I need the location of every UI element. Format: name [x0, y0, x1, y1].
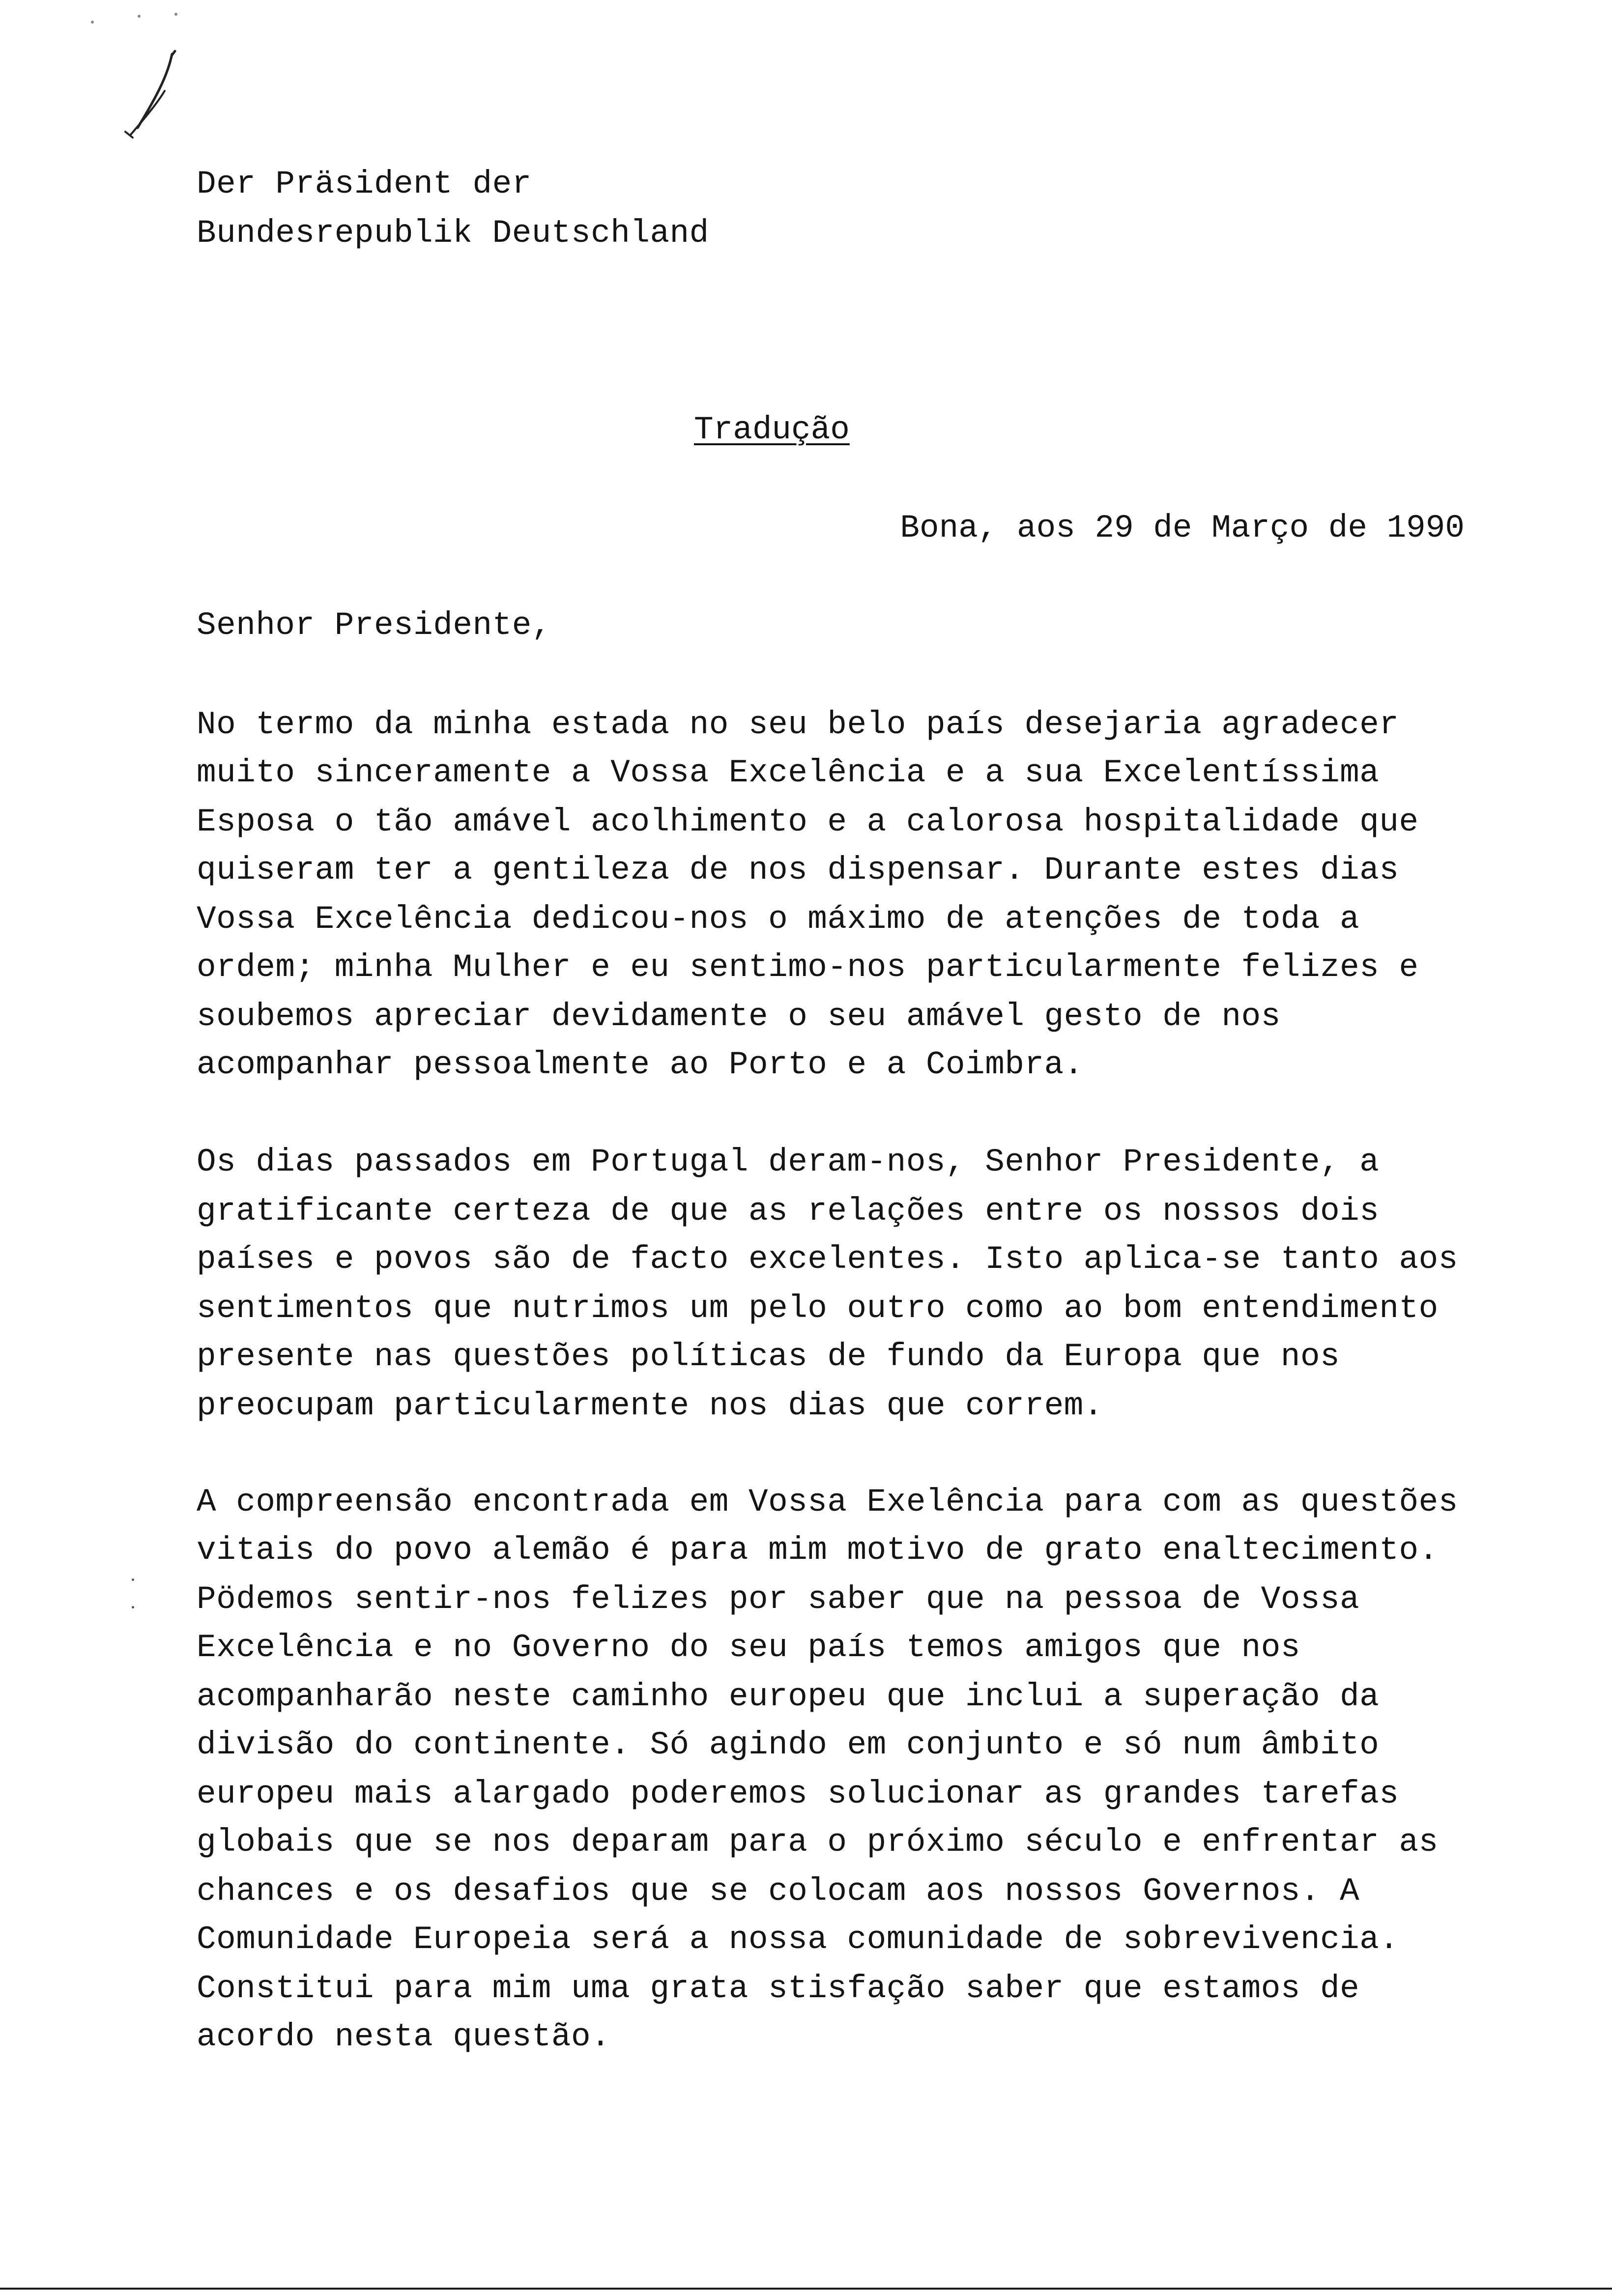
handwritten-mark	[98, 44, 211, 143]
paragraph-1-line: muito sinceramente a Vossa Excelência e a sua Excelentíssima	[197, 754, 1380, 791]
margin-speck	[91, 21, 94, 24]
paragraph-1-line: acompanhar pessoalmente ao Porto e a Coimbra.	[197, 1046, 1084, 1083]
paragraph-1-line: Vossa Excelência dedicou-nos o máximo de atenções de toda a	[197, 901, 1360, 938]
paragraph-3-line: europeu mais alargado poderemos solucionar as grandes tarefas	[197, 1776, 1399, 1812]
paragraph-1-line: Esposa o tão amável acolhimento e a calorosa hospitalidade que	[197, 804, 1419, 840]
paragraph-3-line: chances e os desafios que se colocam aos nossos Governos. A	[197, 1873, 1360, 1910]
paragraph-1-line: quiseram ter a gentileza de nos dispensar. Durante estes dias	[197, 852, 1399, 889]
paragraph-1-line: ordem; minha Mulher e eu sentimo-nos particularmente felizes e	[197, 949, 1419, 986]
paragraph-2-line: presente nas questões políticas de fundo da Europa que nos	[197, 1338, 1340, 1375]
letter-date: Bona, aos 29 de Março de 1990	[900, 510, 1465, 546]
sender-line-2: Bundesrepublik Deutschland	[197, 215, 709, 252]
paragraph-2-line: gratificante certeza de que as relações entre os nossos dois	[197, 1193, 1380, 1230]
margin-speck	[132, 1606, 134, 1608]
margin-speck	[138, 15, 141, 18]
paragraph-1-line: No termo da minha estada no seu belo país desejaria agradecer	[197, 706, 1399, 743]
paragraph-3-line: vitais do povo alemão é para mim motivo de grato enaltecimento.	[197, 1532, 1439, 1569]
paragraph-3-line: acompanharão neste caminho europeu que inclui a superação da	[197, 1678, 1380, 1715]
sender-line-1: Der Präsident der	[197, 166, 532, 202]
margin-speck	[174, 13, 177, 16]
salutation: Senhor Presidente,	[197, 607, 551, 644]
paragraph-2-line: sentimentos que nutrimos um pelo outro como ao bom entendimento	[197, 1290, 1439, 1327]
paragraph-3-line: Pödemos sentir-nos felizes por saber que na pessoa de Vossa	[197, 1581, 1360, 1618]
paragraph-3-line: Comunidade Europeia será a nossa comunidade de sobrevivencia.	[197, 1921, 1399, 1958]
paragraph-1-line: soubemos apreciar devidamente o seu amável gesto de nos	[197, 998, 1281, 1035]
scan-edge-line	[0, 2288, 1612, 2290]
document-title: Tradução	[694, 411, 850, 448]
paragraph-3-line: Constitui para mim uma grata stisfação saber que estamos de	[197, 1970, 1360, 2007]
paragraph-2-line: preocupam particularmente nos dias que correm.	[197, 1387, 1103, 1424]
paragraph-3-line: A compreensão encontrada em Vossa Exelência para com as questões	[197, 1484, 1458, 1521]
margin-speck	[132, 1578, 134, 1581]
paragraph-3-line: Excelência e no Governo do seu país temos amigos que nos	[197, 1629, 1300, 1666]
paragraph-2-line: países e povos são de facto excelentes. Isto aplica-se tanto aos	[197, 1241, 1458, 1278]
paragraph-2-line: Os dias passados em Portugal deram-nos, Senhor Presidente, a	[197, 1144, 1380, 1180]
paragraph-3-line: globais que se nos deparam para o próximo século e enfrentar as	[197, 1824, 1439, 1861]
paragraph-3-line: divisão do continente. Só agindo em conjunto e só num âmbito	[197, 1726, 1380, 1763]
paragraph-3-line: acordo nesta questão.	[197, 2018, 611, 2055]
